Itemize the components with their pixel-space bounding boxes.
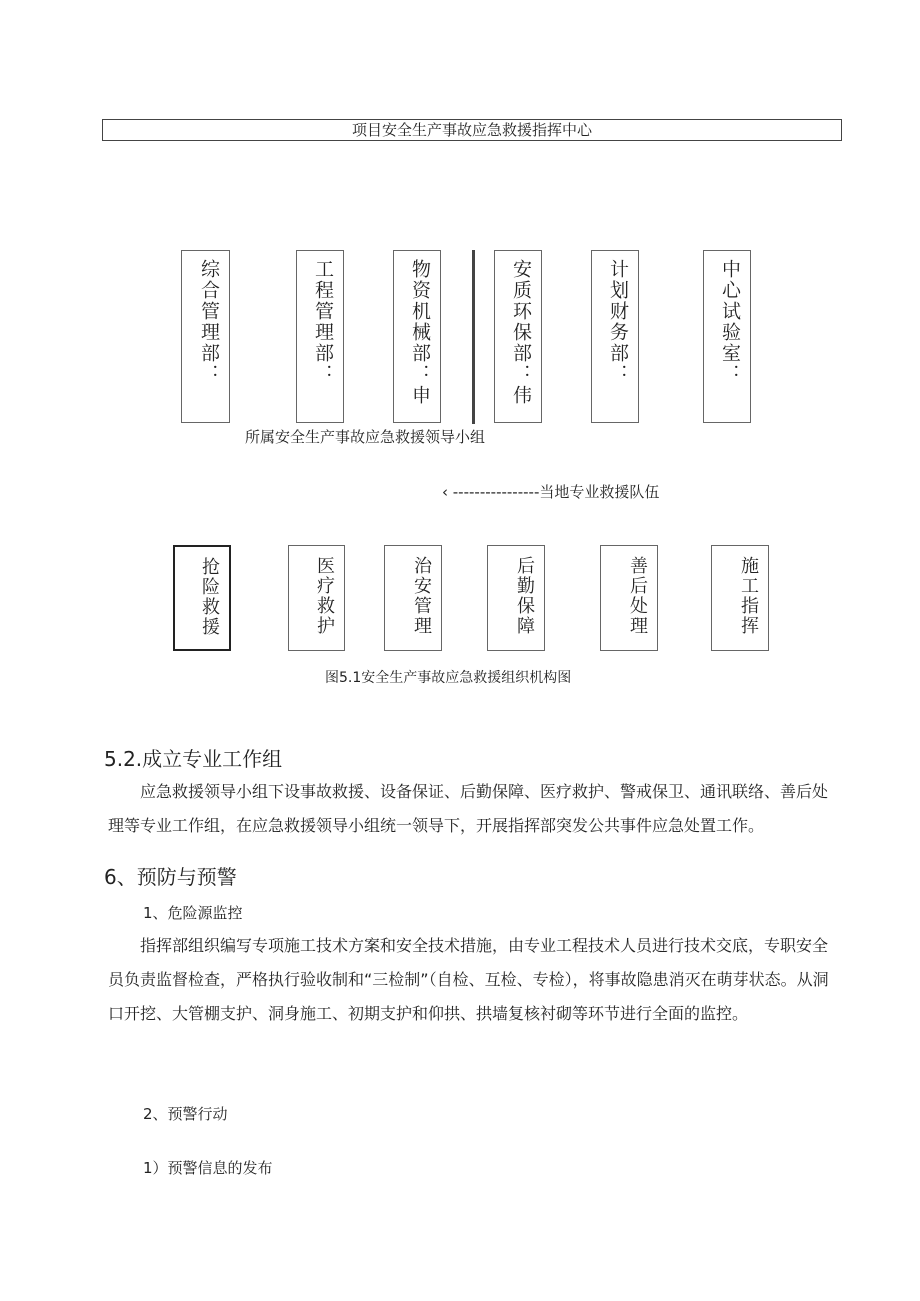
section-5-2-paragraph: 应急救援领导小组下设事故救援、设备保证、后勤保障、医疗救护、警戒保卫、通讯联络、善后处理等专业工作组，在应急救援领导小组统一领导下，开展指挥部突发公共事件应急处置工作。 [108, 782, 829, 835]
team-box-aftermath: 善后处理 [600, 545, 658, 651]
command-center-box: 项目安全生产事故应急救援指挥中心 [102, 119, 842, 141]
local-rescue-team-label: ‹ ----------------当地专业救援队伍 [442, 483, 660, 501]
team-box-construction-command: 施工指挥 [711, 545, 769, 651]
section-6-heading: 6、预防与预警 [104, 865, 237, 889]
team-box-logistics: 后勤保障 [487, 545, 545, 651]
team-box-rescue: 抢险救援 [173, 545, 231, 651]
section-5-2-heading: 5.2.成立专业工作组 [104, 747, 283, 771]
hazard-monitoring-paragraph: 指挥部组织编写专项施工技术方案和安全技术措施，由专业工程技术人员进行技术交底，专职安全员负责监督检查，严格执行验收制和“三检制”（自检、互检、专检），将事故隐患消灭在萌芽状态。从洞口开挖、大管棚支护、洞身施工、初期支护和仰拱、拱墙复核衬砌等环节进行全面的监控。 [108, 936, 829, 1023]
department-box-materials: 物资机械部：申 [393, 250, 441, 423]
department-box-general: 综合管理部： [181, 250, 230, 423]
department-box-engineering: 工程管理部： [296, 250, 344, 423]
team-box-security: 治安管理 [384, 545, 442, 651]
department-box-laboratory: 中心试验室： [703, 250, 751, 423]
subsection-hazard-monitoring-title: 1、危险源监控 [143, 904, 243, 922]
department-box-quality-safety: 安质环保部：伟 [494, 250, 542, 423]
subsection-warning-release-title: 1）预警信息的发布 [143, 1159, 273, 1177]
team-box-medical: 医疗救护 [288, 545, 345, 651]
subsection-warning-actions-title: 2、预警行动 [143, 1105, 228, 1123]
figure-caption: 图5.1安全生产事故应急救援组织机构图 [325, 670, 572, 686]
leader-group-label: 所属安全生产事故应急救援领导小组 [245, 428, 486, 446]
department-box-finance: 计划财务部： [591, 250, 639, 423]
chart-divider-line [472, 250, 475, 424]
